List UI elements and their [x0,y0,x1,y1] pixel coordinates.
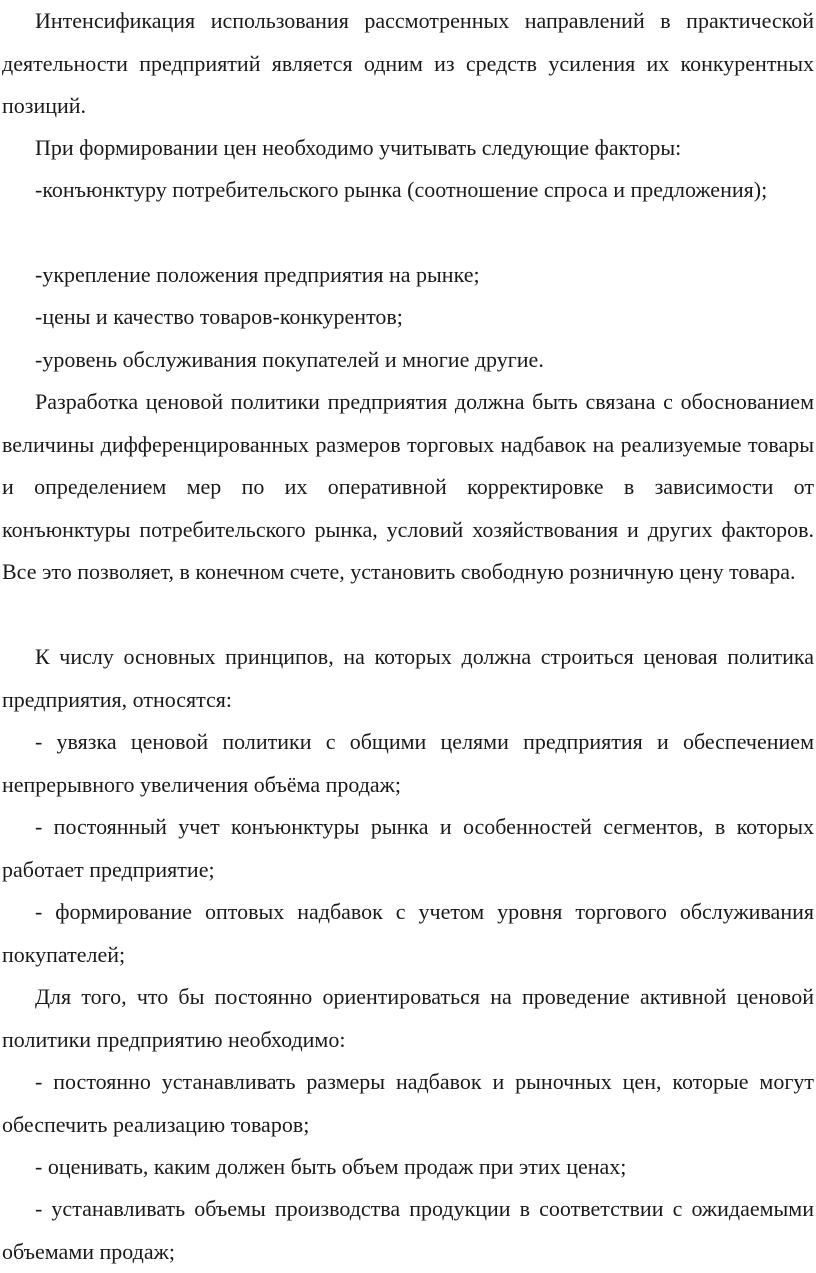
paragraph-principles-intro: К числу основных принципов, на которых должна строиться ценовая политика предприятия, относятся: [2,644,814,712]
list-item-policy-alignment: - увязка ценовой политики с общими целями предприятия и обеспечением непрерывного увеличения объёма продаж; [2,729,814,797]
list-item-competitor-prices: -цены и качество товаров-конкурентов; [35,304,403,329]
paragraph-pricing-factors-intro: При формировании цен необходимо учитывать следующие факторы: [35,135,682,160]
list-item-market-conditions: -конъюнктуру потребительского рынка (соотношение спроса и предложения); [35,177,768,202]
list-item-set-markups: - постоянно устанавливать размеры надбавок и рыночных цен, которые могут обеспечить реализацию товаров; [2,1069,814,1137]
list-item-market-monitoring: - постоянный учет конъюнктуры рынка и особенностей сегментов, в которых работает предприятие; [2,814,814,882]
paragraph-intensification: Интенсификация использования рассмотренных направлений в практической деятельности предприятий является одним из средств усиления их конкурентных позиций. [2,8,814,118]
paragraph-price-policy-development: Разработка ценовой политики предприятия должна быть связана с обоснованием величины дифференцированных размеров торговых надбавок на реализуемые товары и определением мер по их оперативной корректировке в зависимости от конъюнктуры потребительского рынка, условий хозяйствования и других факторов. Все это позволяет, в конечном счете, установить свободную розничную цену товара. [2,389,814,584]
list-item-wholesale-markups: - формирование оптовых надбавок с учетом уровня торгового обслуживания покупателей; [2,899,814,967]
list-item-production-volumes: - устанавливать объемы производства продукции в соответствии с ожидаемыми объемами продаж; [2,1196,814,1264]
list-item-market-position: -укрепление положения предприятия на рынке; [35,262,480,287]
paragraph-active-policy-intro: Для того, что бы постоянно ориентироваться на проведение активной ценовой политики предприятию необходимо: [2,984,814,1052]
list-item-service-level: -уровень обслуживания покупателей и многие другие. [35,347,544,372]
list-item-evaluate-sales-volume: - оценивать, каким должен быть объем продаж при этих ценах; [35,1154,627,1179]
